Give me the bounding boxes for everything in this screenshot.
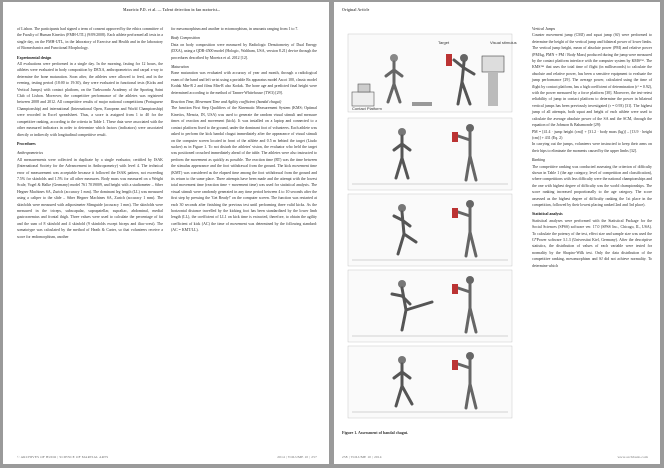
text-column-right	[171, 26, 317, 432]
paragraph: All evaluations were performed in a single day. In the morning, fasting for 12 hours, the athletes were evaluated in body composition by DEXA, anthropometrics and carpal x-ray to determine the bone maturation. Soon after, the athletes were allowed to feed, and in the evening, testing period (18:00 to 19:30), they were evaluated in functional tests (Kicks and Vertical Jumps) with contact platform, on the Taekwondo Academy of the Sporting Saint Club of Lisbon. Moreover, the competitive performance of the athletes was registered between 2008 and 2012. All competitive results of major national competitions (Portuguese Championship) and international (International Open, European and World Championship) were recorded in Excel spreadsheet. Thus, a score is assigned from 1 to 40 for the competitive ranking, according to the criteria in Table 1. These data were associated with the other measured indicators in order to determine which factors (indicators) were associated directly or indirectly with longitudinal competitive result.	[17, 62, 163, 137]
section-heading: Statistical analysis	[532, 212, 563, 217]
footer-journal: © ARCHIVES OF BUDO | SCIENCE OF MARTIAL ARTS	[17, 455, 109, 459]
paragraph: of Lisbon. The participants had signed a term of consent approved by the ethics committee of the Faculty of Human Kinetics (FMH-UTL) (9/09/2008). Each athlete performed all tests in a single day, on the FMH-UTL, in the laboratory of Exercise and Health and in the laboratory of Biomechanics and Functional Morphology.	[17, 27, 163, 51]
paragraph: Data on body composition were measured by Radiologic Densitometry of Dual Energy (DXA), using a QDR-4500 model (Hologic, Waltham, USA, version 8.21) device through the procedures described by Moreira et al. 2012 [12].	[171, 42, 317, 60]
figure-label-visual-stimulus: Visual stimulus	[490, 40, 517, 45]
section-heading: Body Composition	[171, 36, 200, 41]
footer-website: www.archbudo.com	[617, 455, 648, 459]
paragraph: The competitive ranking was conducted assessing the criterion of difficulty shown in Table 1 (the age category, level of competition and classification), where competitions with less difficulty were the national championships and the one with highest degree of difficulty was the world championships. The score ranking increased proportionally to the age category. The score assessed as the highest degree of difficulty ranking the 1st place in the competition, followed by their lowest placing ranked 2nd and 3rd place).	[532, 164, 652, 207]
figure-panel-kick-4	[348, 346, 512, 418]
section-heading: Ranking	[532, 158, 545, 163]
figure-label-target: Target	[438, 40, 450, 45]
section-heading: Experimental design	[17, 55, 52, 60]
figure-kick-sequence	[342, 32, 518, 424]
paragraph: The function First Step Qualifiers of the Kinematic Measurement System (KMS; Optimal Kinetics, Mencia, IN, USA) was used to generate the random visual stimuli and measure times of reaction and movement (kick). It was installed on a laptop and connected to a contact platform fixed to the ground, under the dominant foot of volunteers. Each athlete was asked to perform the kick bandal chagui immediately after the appearance of visual stimuli on the computer screen located in front of the athlete and 0.5 m behind the target (Liudo sucker) as in Figure 1. To not disturb the athletes' vision, the evaluator who held the target was positioned crouched immediately ahead of the table. The athletes were also instructed to perform the movement as quickly as possible. The reaction time (RT) was the time between the stimulus appearance and the foot withdrawal from the ground. The kick movement time (KMT) was considered as the elapsed time among the foot withdrawal from the ground and its return to the same place. Three attempts have been made and the attempt with the lowest total movement time (reaction time + movement time) was used for statistical analysis. The visual stimuli were randomly generated in any time period between 4 to 10 seconds after the first step by pressing the 'Get Ready!' on the computer screen. The function was restarted at each 30 seconds after finishing the previous test until performing three valid kicks. As the horizontal distance travelled by the kicking foot has been standardized by the lower limb length (LL), the coefficient of LL1 on kick time is extracted, therefore, to obtain the agility coefficient of kick (AC) the time of movement was determined by the following standard: (AC = KMT/LL).	[171, 106, 317, 233]
section-heading: Maturation	[171, 65, 189, 70]
figure-label-contact-platform: Contact Platform	[352, 106, 382, 111]
section-heading: Reaction Time, Movement Time and Agility coefficient (bandal chagui)	[171, 100, 282, 105]
paragraph: PM = [41.4 · jump height (cm)] + [31.2 · body mass (kg)] – [13.9 · height (cm)] + 431 (Eq. 2)	[532, 129, 652, 140]
paragraph: Statistical analyses were performed with the Statistical Package for the Social Sciences (SPSS) software ver. 17.0 (SPSS Inc., Chicago, IL, USA). To calculate the potency of the test, effect size and sample size was used the G*Power software 3.1.3 (Universitat Kiel, Germany). After the descriptive statistics, the distribution of values of each variable were tested for normality by the Shapiro-Wilk test. Only the data distribution of the competitive ranking, mesomorphism and SJ did not achieve normality. To determine which	[532, 218, 652, 268]
running-head: Mauricio P.D. et al. — Talent detection in fan motorist...	[123, 8, 221, 12]
section-heading: Procedures	[17, 141, 36, 146]
paragraph: Bone maturation was evaluated with accuracy of year and month, through a radiological exam of the hand and left wrist using a portable Rx apparatus model Ascot 100, classic model Kodak Min-R 2 and films Min-R also Kodak. The bone age and predicted final height were determined according to the method of Tanner-Whitehouse (TW3) [29].	[171, 71, 317, 95]
paragraph: In carrying out the jumps, volunteers were instructed to keep their arms on their hips to eliminate the moments caused by the upper limbs [32].	[532, 142, 652, 153]
left-page	[3, 2, 329, 464]
text-column	[532, 26, 652, 432]
footer-page-number: 258 | VOLUME 10 | 2014	[342, 455, 382, 459]
figure-caption: Figure 1. Assessment of bandal chagui.	[342, 430, 409, 435]
footer-page-number: 2014 | VOLUME 10 | 257	[277, 455, 317, 459]
paragraph: for mesomorphism and another to ectomorphism, in amounts ranging from 1 to 7.	[171, 27, 299, 31]
paragraph: Counter movement jump (CMJ) and squat jump (SJ) were performed to determine the height of the vertical jump and bilateral power of lower limbs. The vertical jump height, mean of absolute power (PM) and relative power (PM/kg, PMN + PM / Body Mass) produced during the jump were measured by the contact platform interface with the computer system by KMS™. The KMS™ that uses the total time of flight (in milliseconds) to calculate the absolute and relative power, has been a sensitive equipment to evaluate the jump performance [29]. The average power, calculated using the time of flight by contact platform, has a high coefficient of determination (r² = 0.92), with the power measured by a force platform [30]. Moreover, the test-retest reliability of jump in contact platform to determine the power in bilateral vertical jumps has been previously investigated (r = 0.93) [31]. The highest jump of all attempts, both squat and height of each athlete were used to calculate the average absolute power of the SA and the SCM, through the equation of the Johnson & Bahamonde [29]:	[532, 33, 652, 128]
section-heading: Vertical Jumps	[532, 27, 556, 31]
figure-panel-kick-1	[348, 118, 512, 190]
section-heading: Anthropometrics	[17, 151, 44, 156]
paragraph: All measurements were collected in duplicate by a single evaluator, certified by ISAK (International Society for the Advancement in Anthropometry) with level 4. The technical error of measurement was acceptable because it followed the ISAK pattern, not exceeding 7.5% for skinfolds and 1.5% for all other measures. Body mass was measured on a Weight Scale, Vogel & Halke (Germany) model 761 7019009, and height with a stadiometer – Siber Hegner Machines SA, Zurich (accuracy 1 mm). The dominant leg length (LL) was measured using a caliper to the slide – Siber Hegner Machines SA, Zurich (accuracy 1 mm). The skinfolds were measured with adiposimeter Slimguide (accuracy 1 mm). The skinfolds were measured in the triceps, subscapular, suprapatellar, supraliac, abdominal, medial gastrocnemius and frontal thigh. Three values were used to calculate the percentage of fat and the sum of 8 skinfold and 4 skinfold (9 skinfolds except biceps and iliac-crest). The somatotype was calculated by the method of Heath & Carter, so that volunteers receive a score for endomorphism, another	[17, 157, 163, 239]
figure-panel-setup	[348, 34, 512, 112]
figure-panel-kick-3	[348, 270, 512, 342]
running-head: Original Article	[342, 8, 370, 12]
right-page	[334, 2, 660, 464]
figure-panel-kick-2	[348, 194, 512, 266]
text-column-left	[17, 26, 163, 432]
